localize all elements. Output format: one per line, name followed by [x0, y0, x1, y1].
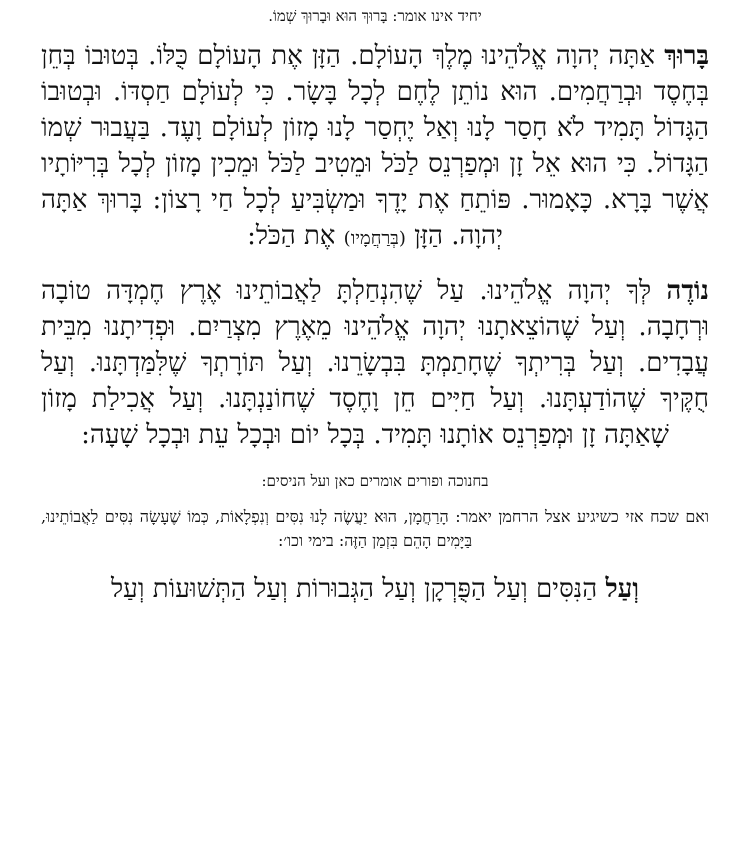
blessing-ending: אֶת הַכֹּל:: [247, 221, 344, 251]
forgot-suffix: בימי וכו׳:: [277, 531, 339, 550]
al-hanissim-opening-word: וְעַל: [605, 574, 639, 604]
forgot-instruction: [41, 505, 709, 553]
blessing-opening-word: בָּרוּךְ: [664, 41, 709, 71]
al-hanissim-body: הַנִּסִּים וְעַל הַפֻּרְקָן וְעַל הַגְּבוּרוֹת וְעַל הַתְּשׁוּעוֹת וְעַל: [111, 574, 606, 604]
blessing-body: אַתָּה יְהוָה אֱלֹהֵינוּ מֶלֶךְ הָעוֹלָם. הַזָּן אֶת הָעוֹלָם כֻּלּוֹ. בְּטוּבוֹ בְּחֵן בְּחֶסֶד וּבְרַחֲמִים. הוּא נוֹתֵן לֶחֶם לְכָל בָּשָׂר. כִּי לְעוֹלָם חַסְדּוֹ. וּבְטוּבוֹ הַגָּדוֹל תָּמִיד לֹא חָסַר לָנוּ וְאַל יֶחְסַר לָנוּ מָזוֹן לְעוֹלָם וָעֶד. בַּעֲבוּר שְׁמוֹ הַגָּדוֹל. כִּי הוּא אֵל זָן וּמְפַרְנֵס לַכֹּל וּמֵטִיב לַכֹּל וּמֵכִין מָזוֹן לְכָל בְּרִיּוֹתָיו אֲשֶׁר בָּרָא. כָּאָמוּר. פּוֹתֵחַ אֶת יָדֶךָ וּמַשְׂבִּיעַ לְכָל חַי רָצוֹן: בָּרוּךְ אַתָּה יְהוָה. הַזָּן: [41, 41, 709, 251]
nodeh-opening-word: נוֹדֶה: [666, 276, 709, 306]
nodeh-body: לְּךָ יְהוָה אֱלֹהֵינוּ. עַל שֶׁהִנְחַלְתָּ לַאֲבוֹתֵינוּ אֶרֶץ חֶמְדָּה טוֹבָה וּרְחָבָה. וְעַל שֶׁהוֹצֵאתָנוּ יְהוָה אֱלֹהֵינוּ מֵאֶרֶץ מִצְרַיִם. וּפְדִיתָנוּ מִבֵּית עֲבָדִים. וְעַל בְּרִיתְךָ שֶׁחָתַמְתָּ בִּבְשָׂרֵנוּ. וְעַל תּוֹרָתְךָ שֶׁלִּמַּדְתָּנוּ. וְעַל חֻקֶּיךָ שֶׁהוֹדַעְתָּנוּ. וְעַל חַיִּים חֵן וָחֶסֶד שֶׁחוֹנַנְתָּנוּ. וְעַל אֲכִילַת מָזוֹן שָׁאַתָּה זָן וּמְפַרְנֵס אוֹתָנוּ תָּמִיד. בְּכָל יוֹם וּבְכָל עֵת וּבְכָל שָׁעָה:: [41, 276, 709, 450]
blessing-hazan: [41, 38, 709, 257]
forgot-prefix: ואם שכח אזי כשיגיע אצל הרחמן יאמר:: [448, 507, 709, 526]
instruction-prefix: יחיד אינו אומר:: [387, 7, 482, 25]
blessing-parenthetical: (בְּרַחֲמָיו): [343, 228, 406, 249]
blessing-nodeh: [41, 273, 709, 453]
forgot-text: הָרַחֲמָן, הוּא יַעֲשֶׂה לָנוּ נִסִּים וְנִפְלָאוֹת, כְּמוֹ שֶׁעָשָׂה נִסִּים לַאֲבוֹתֵינוּ, בַּיָּמִים הָהֵם בִּזְמַן הַזֶּה:: [41, 507, 473, 550]
al-hanissim: [41, 571, 709, 607]
instruction-text: בָּרוּךְ הוּא וּבָרוּךְ שְׁמוֹ.: [268, 7, 388, 25]
instruction-note-chanukah: בחנוכה ופורים אומרים כאן ועל הניסים:: [261, 472, 489, 490]
instruction-note-individual: [0, 0, 750, 28]
